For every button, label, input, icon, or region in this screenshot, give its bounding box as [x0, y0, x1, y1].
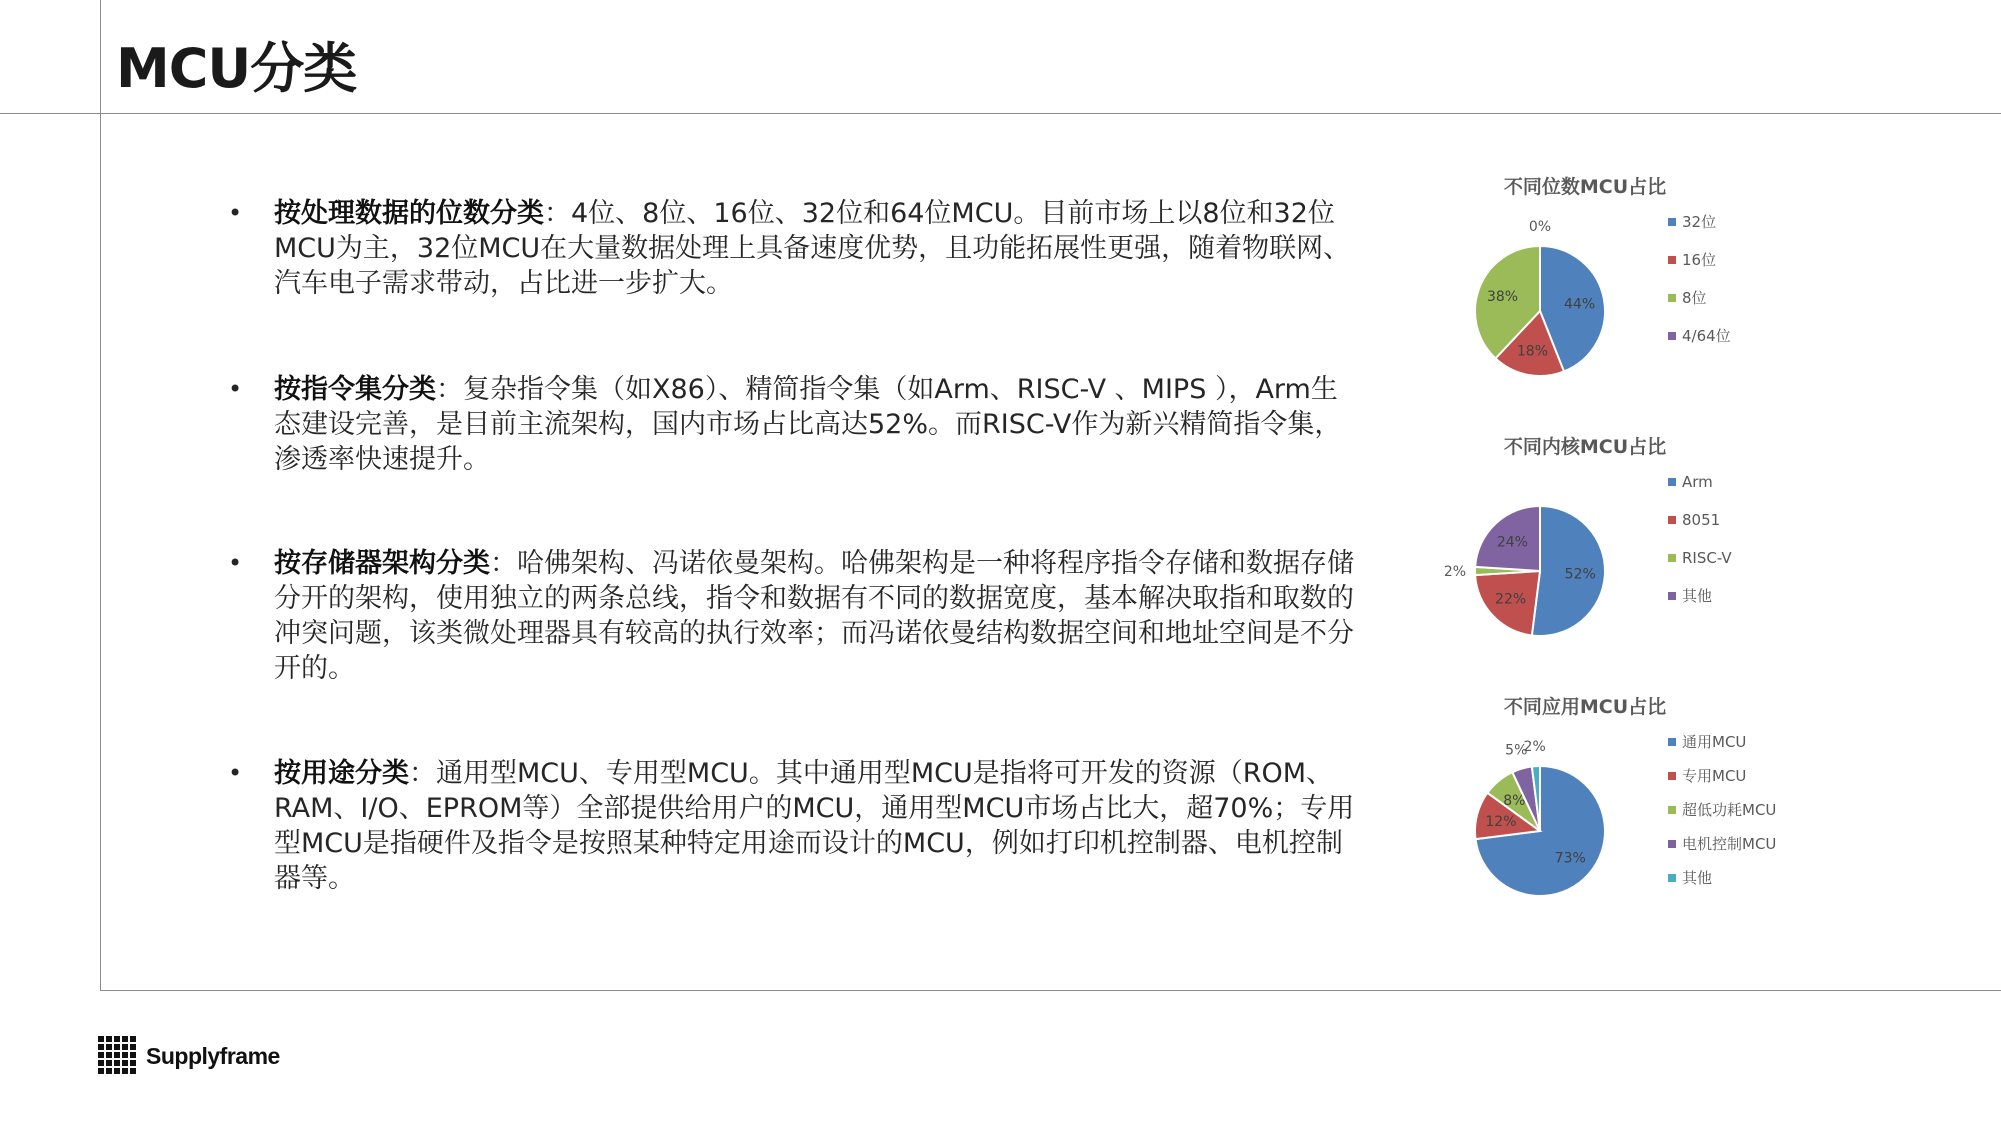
legend-swatch — [1668, 806, 1676, 814]
supplyframe-logo — [98, 1036, 280, 1076]
legend-swatch — [1668, 840, 1676, 848]
chart-title: 不同位数MCU占比 — [1503, 176, 1667, 198]
pie-data-label: 12% — [1485, 813, 1517, 830]
legend-label: 电机控制MCU — [1682, 835, 1777, 853]
left-vertical-rule — [100, 0, 101, 991]
pie-data-label: 73% — [1554, 850, 1586, 867]
pie-data-label: 2% — [1523, 739, 1546, 756]
legend-label: 8051 — [1682, 511, 1721, 529]
legend-label: RISC-V — [1682, 549, 1732, 567]
pie-data-label: 0% — [1528, 219, 1552, 235]
legend-label: 16位 — [1682, 251, 1717, 269]
bullet-heading: 按存储器架构分类 — [274, 548, 490, 579]
bullet-dot: • — [228, 375, 243, 403]
legend-swatch — [1668, 256, 1676, 264]
bullet-item-instruction-set — [228, 372, 1358, 477]
bullet-heading: 按用途分类 — [274, 758, 409, 789]
brand-name: Supplyframe — [146, 1042, 280, 1069]
legend-swatch — [1668, 294, 1676, 302]
bullet-dot: • — [228, 549, 243, 577]
bullet-text: ：复杂指令集（如X86）、精简指令集（如Arm、RISC-V 、MIPS ），Arm生态建设完善，是目前主流架构，国内市场占比高达52%。而RISC-V作为新兴精简指令集，渗透率快速提升。 — [274, 374, 1342, 475]
bullet-text: ：4位、8位、16位、32位和64位MCU。目前市场上以8位和32位MCU为主，32位MCU在大量数据处理上具备速度优势，且功能拓展性更强，随着物联网、汽车电子需求带动，占比进一步扩大。 — [274, 198, 1351, 299]
legend-label: 4/64位 — [1682, 327, 1731, 345]
pie-data-label: 18% — [1516, 343, 1549, 360]
legend-swatch — [1668, 516, 1676, 524]
legend-label: 超低功耗MCU — [1682, 801, 1777, 819]
pie-chart-application — [1420, 685, 1820, 920]
bullet-heading: 按处理数据的位数分类 — [274, 198, 544, 229]
legend-label: 其他 — [1682, 587, 1713, 605]
pie-data-label: 8% — [1503, 792, 1526, 809]
legend-swatch — [1668, 554, 1676, 562]
pie-data-label: 22% — [1495, 591, 1527, 608]
legend-label: 8位 — [1682, 289, 1707, 307]
bullet-dot: • — [228, 199, 243, 227]
header-divider — [0, 113, 2001, 114]
legend-swatch — [1668, 874, 1676, 882]
pie-data-label: 52% — [1564, 566, 1596, 583]
legend-label: 32位 — [1682, 213, 1717, 231]
pie-chart-bit-width — [1420, 165, 1820, 400]
bullet-heading: 按指令集分类 — [274, 374, 436, 405]
legend-swatch — [1668, 592, 1676, 600]
legend-label: 通用MCU — [1682, 733, 1747, 751]
chart-application — [1420, 685, 1820, 924]
legend-swatch — [1668, 478, 1676, 486]
footer-divider — [100, 990, 2001, 991]
bullet-text: ：哈佛架构、冯诺依曼架构。哈佛架构是一种将程序指令存储和数据存储分开的架构，使用独立的两条总线，指令和数据有不同的数据宽度，基本解决取指和取数的冲突问题，该类微处理器具有较高的执行效率；而冯诺依曼结构数据空间和地址空间是不分开的。 — [274, 548, 1354, 684]
legend-swatch — [1668, 772, 1676, 780]
pie-data-label: 5% — [1505, 742, 1528, 759]
chart-title: 不同内核MCU占比 — [1503, 436, 1667, 458]
bullet-item-memory-architecture — [228, 546, 1358, 686]
bullet-item-bit-width — [228, 196, 1358, 301]
bullet-item-application — [228, 756, 1358, 896]
legend-label: 专用MCU — [1682, 767, 1747, 785]
bullet-dot: • — [228, 759, 243, 787]
pie-data-label: 44% — [1564, 296, 1596, 313]
legend-swatch — [1668, 738, 1676, 746]
pie-data-label: 24% — [1496, 534, 1528, 551]
grid-logo-icon — [98, 1036, 138, 1076]
legend-swatch — [1668, 218, 1676, 226]
pie-data-label: 38% — [1486, 289, 1519, 306]
pie-chart-core — [1420, 425, 1820, 660]
chart-bit-width — [1420, 165, 1820, 404]
legend-swatch — [1668, 332, 1676, 340]
page-title: MCU分类 — [116, 37, 357, 100]
legend-label: 其他 — [1682, 869, 1713, 887]
legend-label: Arm — [1682, 473, 1713, 491]
chart-core — [1420, 425, 1820, 664]
chart-title: 不同应用MCU占比 — [1503, 696, 1667, 718]
pie-data-label: 2% — [1443, 564, 1467, 580]
bullet-text: ：通用型MCU、专用型MCU。其中通用型MCU是指将可开发的资源（ROM、RAM、I/O、EPROM等）全部提供给用户的MCU，通用型MCU市场占比大，超70%；专用型MCU是指硬件及指令是按照某种特定用途而设计的MCU，例如打印机控制器、电机控制器等。 — [274, 758, 1355, 894]
